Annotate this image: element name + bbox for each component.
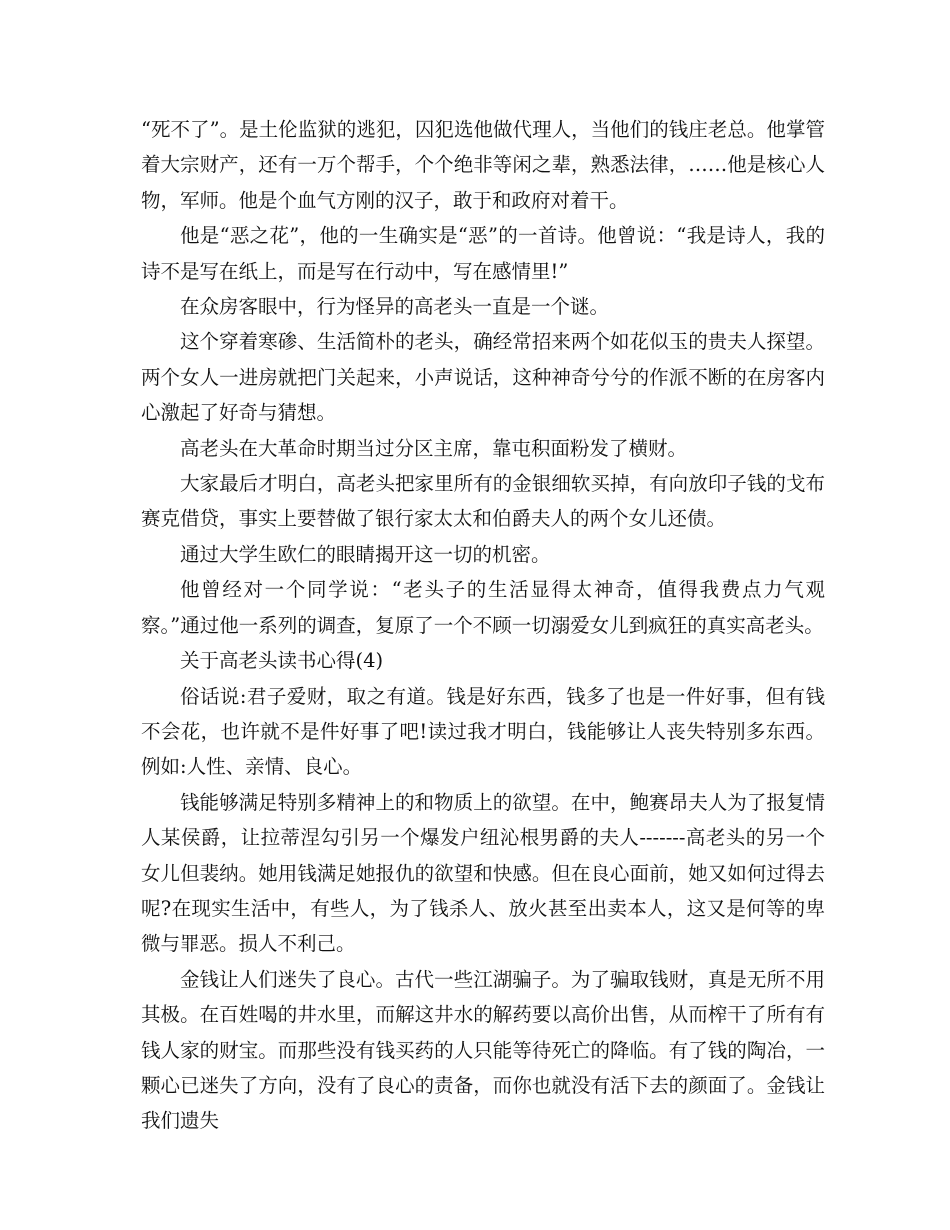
document-body [141, 112, 825, 1139]
paragraph-continuation: “死不了”。是土伦监狱的逃犯，囚犯选他做代理人，当他们的钱庄老总。他掌管着大宗财产，还有一万个帮手，个个绝非等闲之辈，熟悉法律，……他是核心人物，军师。他是个血气方刚的汉子，敢于和政府对着干。 [141, 118, 825, 212]
paragraph: 在众房客眼中，行为怪异的高老头一直是一个谜。 [180, 295, 610, 319]
paragraph: 通过大学生欧仁的眼睛揭开这一切的机密。 [180, 542, 551, 566]
paragraph: 钱能够满足特别多精神上的和物质上的欲望。在中，鲍赛昂夫人为了报复情人某侯爵，让拉蒂涅勾引另一个爆发户纽沁根男爵的夫人-------高老头的另一个女儿但裴纳。她用钱满足她报仇的欲望和快感。但在良心面前，她又如何过得去呢?在现实生活中，有些人，为了钱杀人、放火甚至出卖本人，这又是何等的卑微与罪恶。损人不利己。 [141, 790, 825, 956]
paragraph: 这个穿着寒碜、生活简朴的老头，确经常招来两个如花似玉的贵夫人探望。两个女人一进房就把门关起来，小声说话，这种神奇兮兮的作派不断的在房客内心激起了好奇与猜想。 [141, 330, 825, 425]
section-heading: 关于高老头读书心得(4) [180, 649, 384, 673]
paragraph: 金钱让人们迷失了良心。古代一些江湖骗子。为了骗取钱财，真是无所不用其极。在百姓喝的井水里，而解这井水的解药要以高价出售，从而榨干了所有有钱人家的财宝。而那些没有钱买药的人只能等待死亡的降临。有了钱的陶冶，一颗心已迷失了方向，没有了良心的责备，而你也就没有活下去的颜面了。金钱让我们遗失 [141, 967, 825, 1133]
paragraph: 他曾经对一个同学说：“老头子的生活显得太神奇，值得我费点力气观察。”通过他一系列的调查，复原了一个不顾一切溺爱女儿到疯狂的真实高老头。 [141, 578, 825, 637]
paragraph: 高老头在大革命时期当过分区主席，靠屯积面粉发了横财。 [180, 436, 688, 460]
paragraph: 大家最后才明白，高老头把家里所有的金银细软买掉，有向放印子钱的戈布赛克借贷，事实上要替做了银行家太太和伯爵夫人的两个女儿还债。 [141, 472, 825, 531]
paragraph: 他是“恶之花”，他的一生确实是“恶”的一首诗。他曾说：“我是诗人，我的诗不是写在纸上，而是写在行动中，写在感情里!” [141, 224, 825, 283]
paragraph: 俗话说:君子爱财，取之有道。钱是好东西，钱多了也是一件好事，但有钱不会花，也许就不是件好事了吧!读过我才明白，钱能够让人丧失特别多东西。例如:人性、亲情、良心。 [141, 684, 825, 779]
